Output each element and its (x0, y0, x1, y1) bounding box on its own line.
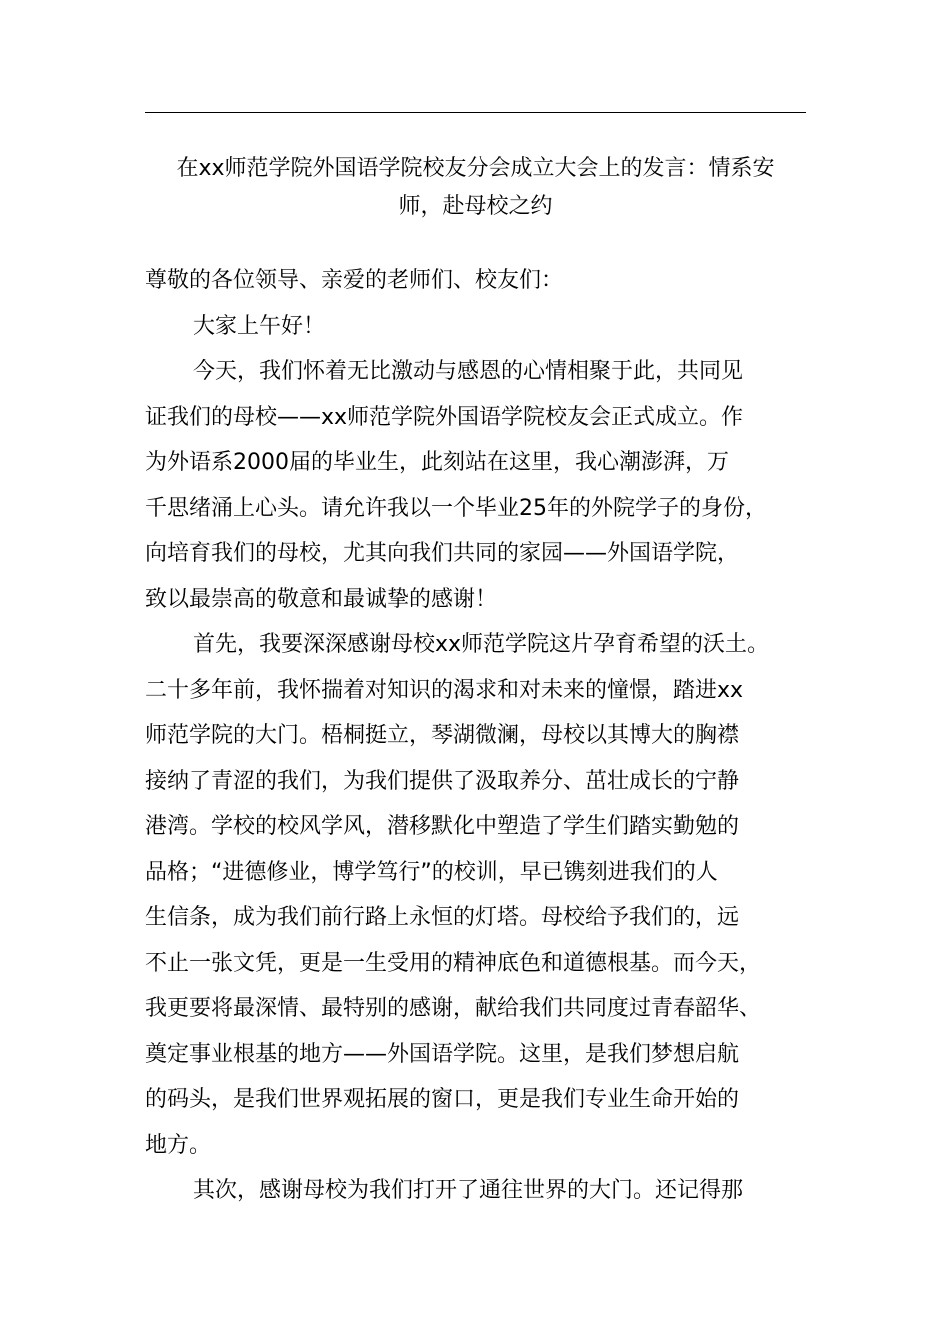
greeting: 大家上午好！ (193, 313, 326, 339)
salutation: 尊敬的各位领导、亲爱的老师们、校友们： (145, 268, 564, 293)
document-body (145, 258, 806, 1214)
document-title: 在xx师范学院外国语学院校友分会成立大会上的发言：情系安 师，赴母校之约 (176, 156, 775, 219)
header-rule (145, 112, 806, 113)
paragraph-2: 首先，我要深深感谢母校xx师范学院这片孕育希望的沃土。 二十多年前，我怀揣着对知识的渴求和对未来的憧憬，踏进xx 师范学院的大门。梧桐挺立，琴湖微澜，母校以其博大的胸襟 接纳了青涩的我们，为我们提供了汲取养分、茁壮成长的宁静 港湾。学校的校风学风，潜移默化中塑造了学生们踏实勤勉的 品格；“进德修业，博学笃行”的校训，早已镌刻进我们的人 生信条，成为我们前行路上永恒的灯塔。母校给予我们的，远 不止一张文凭，更是一生受用的精神底色和道德根基。而今天， 我更要将最深情、最特别的感谢，献给我们共同度过青春韶华、 奠定事业根基的地方——外国语学院。这里，是我们梦想启航 的码头，是我们世界观拓展的窗口，更是我们专业生命开始的 地方。 (145, 632, 770, 1158)
paragraph-3: 其次，感谢母校为我们打开了通往世界的大门。还记得那 (193, 1178, 744, 1203)
paragraph-1: 今天，我们怀着无比激动与感恩的心情相聚于此，共同见 证我们的母校——xx师范学院外国语学院校友会正式成立。作 为外语系2000届的毕业生，此刻站在这里，我心潮澎湃，万 千思绪涌上心头。请允许我以一个毕业25年的外院学子的身份， 向培育我们的母校，尤其向我们共同的家园——外国语学院， 致以最崇高的敬意和最诚挚的感谢！ (145, 359, 767, 612)
